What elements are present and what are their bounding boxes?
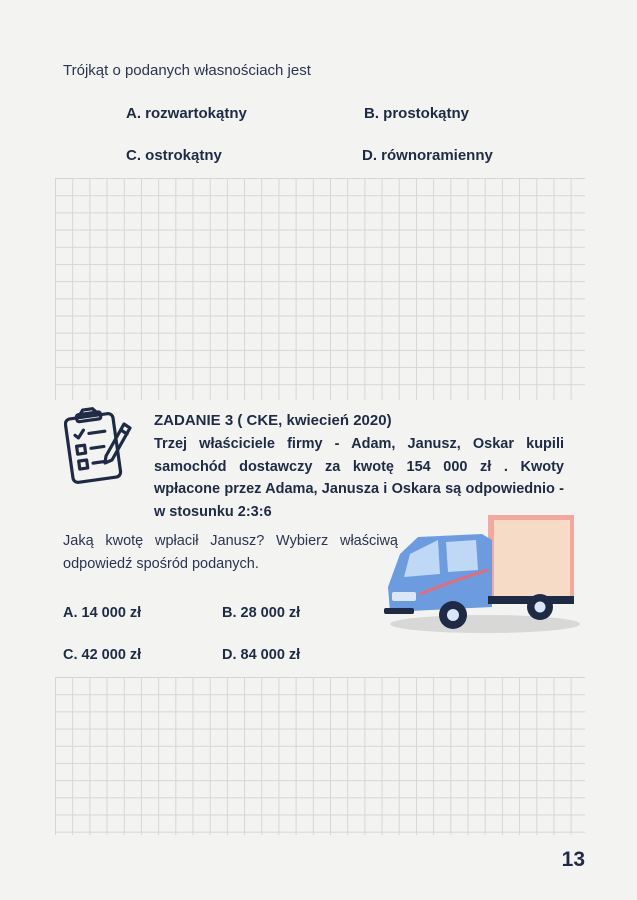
grid-area-bottom bbox=[55, 677, 585, 835]
task-title: ZADANIE 3 ( CKE, kwiecień 2020) bbox=[154, 412, 392, 429]
intro-text: Trójkąt o podanych własnościach jest bbox=[63, 62, 311, 79]
truck-illustration bbox=[380, 512, 580, 647]
grid-area-top bbox=[55, 178, 585, 400]
question-text: Jaką kwotę wpłacił Janusz? Wybierz właściwą odpowiedź spośród podanych. bbox=[63, 533, 398, 572]
task-text: Trzej właściciele firmy - Adam, Janusz, Oskar kupili samochód dostawczy za kwotę 154 000 zł . Kwoty wpłacone przez Adama, Janusza i Oskara są odpowiednio - w stosunku 2:3:6 bbox=[154, 436, 564, 520]
answer-b: B. 28 000 zł bbox=[222, 605, 301, 621]
option-d: D. równoramienny bbox=[362, 147, 493, 164]
answer-d: D. 84 000 zł bbox=[222, 647, 301, 663]
option-b: B. prostokątny bbox=[364, 105, 470, 122]
option-a: A. rozwartokątny bbox=[126, 105, 247, 122]
clipboard-checklist-icon bbox=[64, 406, 134, 486]
answer-c: C. 42 000 zł bbox=[63, 647, 142, 663]
page-number: 13 bbox=[561, 848, 585, 871]
option-c: C. ostrokątny bbox=[126, 147, 222, 164]
answer-a: A. 14 000 zł bbox=[63, 605, 142, 621]
